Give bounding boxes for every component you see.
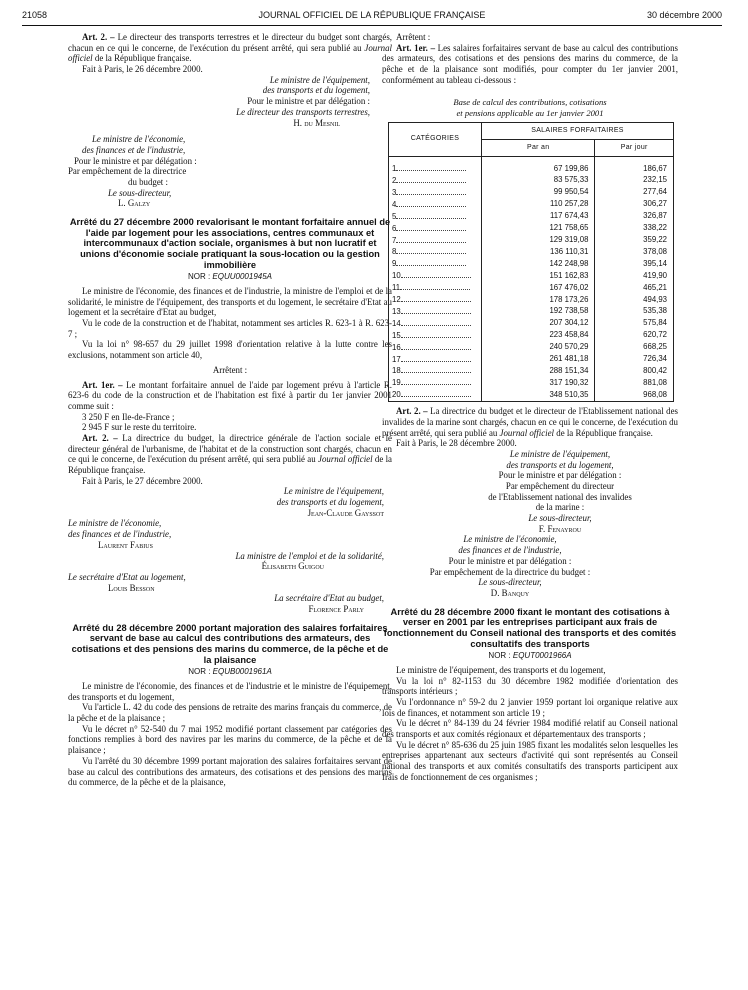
- signature-line: des transports et du logement,: [506, 459, 614, 470]
- decree-title: Arrêté du 28 décembre 2000 portant majoration des salaires forfaitaires servant de base au calcul des contributions des armateurs, des cotisations et des pensions des marins du commerce, de la pêche et de la plaisance: [71, 622, 389, 665]
- arretent-heading: Arrêtent :: [396, 32, 431, 42]
- article-label: Art. 1er. –: [396, 42, 436, 53]
- nor-code: EQUB0001961A: [212, 667, 272, 677]
- leader-dots: [396, 187, 466, 195]
- daily-salary-cell: 465,21: [595, 282, 674, 294]
- signing-place-date: Fait à Paris, le 28 décembre 2000.: [396, 438, 517, 449]
- category-number: 7: [392, 235, 397, 245]
- signature-line: Par empêchement du directeur: [505, 481, 615, 491]
- category-cell: [389, 365, 482, 377]
- article-paragraph: [68, 433, 392, 476]
- annual-salary-cell: 240 570,29: [482, 342, 595, 354]
- category-cell: [389, 175, 482, 187]
- article-text: Le montant forfaitaire annuel de l'aide par logement prévu à l'article R. 623-6 du code de la construction et de l'habitation est fixé à partir du 1er janvier 2001 comme suit :: [68, 379, 392, 411]
- leader-dots: [396, 258, 466, 266]
- leader-dots: [396, 235, 466, 243]
- header-rule: [22, 25, 722, 26]
- signatory-name: Jean-Claude Gayssot: [307, 507, 384, 518]
- table-row: [389, 306, 674, 318]
- article-label: Art. 2. –: [82, 32, 115, 42]
- daily-salary-cell: 620,72: [595, 330, 674, 342]
- annual-salary-cell: 261 481,18: [482, 354, 595, 366]
- category-number: 10: [392, 271, 401, 281]
- leader-dots: [401, 318, 471, 326]
- signing-place-date: Fait à Paris, le 27 décembre 2000.: [82, 475, 203, 486]
- signature-line: des finances et de l'industrie,: [82, 144, 186, 155]
- annual-salary-cell: 121 758,65: [482, 223, 595, 235]
- table-row: [389, 199, 674, 211]
- category-number: 20: [392, 390, 401, 400]
- annual-salary-cell: 207 304,12: [482, 318, 595, 330]
- column-header-par-jour: Par jour: [595, 140, 674, 157]
- annual-salary-cell: 67 199,86: [482, 157, 595, 175]
- signature-line: Par empêchement de la directrice: [68, 166, 187, 177]
- category-cell: [389, 157, 482, 175]
- nor-reference: [382, 651, 678, 661]
- table-row: [389, 330, 674, 342]
- preamble-paragraph: Le ministre de l'équipement, des transports et du logement,: [396, 664, 606, 675]
- signatory-name: D. Banquy: [490, 587, 530, 598]
- category-cell: [389, 258, 482, 270]
- decree-title: Arrêté du 28 décembre 2000 fixant le montant des cotisations à verser en 2001 par les entreprises participant aux frais de fonctionnement du Conseil national des transports et des comités consultatifs des transports: [383, 606, 677, 649]
- category-number: 5: [392, 211, 397, 221]
- category-cell: [389, 246, 482, 258]
- leader-dots: [401, 270, 471, 278]
- article-paragraph: [382, 43, 678, 86]
- table-row: [389, 246, 674, 258]
- preamble-paragraph: Vu l'article L. 42 du code des pensions de retraite des marins français du commerce, de la pêche et de la plaisance ;: [68, 702, 392, 724]
- signature-line: de la marine :: [535, 502, 585, 513]
- category-number: 15: [392, 330, 401, 340]
- amount-line: 3 250 F en Ile-de-France ;: [82, 411, 175, 422]
- preamble-paragraph: Vu le décret n° 84-139 du 24 février 1984 modifié relatif au Conseil national des transports et aux comités régionaux et départementaux des transports ;: [382, 718, 678, 740]
- preamble-paragraph: Le ministre de l'économie, des finances et de l'industrie, la ministre de l'emploi et de la solidarité, le ministre de l'équipement, des transports et du logement, le secrétaire d'Etat au logement et la secrétaire d'Etat au budget,: [68, 286, 392, 318]
- table-row: [389, 187, 674, 199]
- daily-salary-cell: 968,08: [595, 389, 674, 401]
- annual-salary-cell: 151 162,83: [482, 270, 595, 282]
- preamble-paragraph: Vu le code de la construction et de l'habitat, notamment ses articles R. 623-1 à R. 623-7 ;: [68, 318, 392, 339]
- annual-salary-cell: 178 173,26: [482, 294, 595, 306]
- table-row: [389, 157, 674, 175]
- annual-salary-cell: 142 248,98: [482, 258, 595, 270]
- article-text-end: de la République française.: [68, 454, 392, 476]
- journal-ref: Journal officiel: [318, 454, 373, 465]
- category-cell: [389, 389, 482, 401]
- daily-salary-cell: 881,08: [595, 377, 674, 389]
- category-cell: [389, 270, 482, 282]
- category-number: 18: [392, 366, 401, 376]
- daily-salary-cell: 326,87: [595, 211, 674, 223]
- leader-dots: [401, 294, 471, 302]
- annual-salary-cell: 99 950,54: [482, 187, 595, 199]
- annual-salary-cell: 317 190,32: [482, 377, 595, 389]
- daily-salary-cell: 395,14: [595, 258, 674, 270]
- category-cell: [389, 282, 482, 294]
- amount-line: 2 945 F sur le reste du territoire.: [82, 422, 197, 433]
- left-column: [68, 32, 392, 788]
- table-row: [389, 270, 674, 282]
- daily-salary-cell: 338,22: [595, 223, 674, 235]
- table-row: [389, 294, 674, 306]
- signatory-name: L. Galzy: [118, 198, 151, 209]
- signature-block: [68, 75, 370, 128]
- signature-line: Le sous-directeur,: [528, 513, 592, 524]
- daily-salary-cell: 277,64: [595, 187, 674, 199]
- category-number: 9: [392, 259, 397, 269]
- nor-reference: [68, 272, 392, 282]
- signature-line: Le sous-directeur,: [478, 577, 542, 588]
- daily-salary-cell: 535,38: [595, 306, 674, 318]
- arretent-heading: Arrêtent :: [212, 364, 248, 375]
- category-number: 11: [392, 283, 401, 293]
- signature-line: Le ministre de l'équipement,: [509, 448, 611, 459]
- daily-salary-cell: 494,93: [595, 294, 674, 306]
- article-paragraph: [68, 380, 392, 412]
- annual-salary-cell: 110 257,28: [482, 199, 595, 211]
- category-number: 6: [392, 223, 397, 233]
- journal-title: JOURNAL OFFICIEL DE LA RÉPUBLIQUE FRANÇAISE: [258, 10, 486, 20]
- signature-block: [382, 534, 638, 598]
- annual-salary-cell: 223 458,84: [482, 330, 595, 342]
- signatory-name: F. Fenayrou: [538, 523, 582, 534]
- category-cell: [389, 342, 482, 354]
- leader-dots: [400, 282, 470, 290]
- table-row: [389, 235, 674, 247]
- page-header: [22, 10, 722, 24]
- nor-label: NOR :: [187, 272, 213, 282]
- right-column: [382, 32, 678, 782]
- table-caption: [382, 97, 678, 118]
- signature-block: [68, 593, 384, 614]
- annual-salary-cell: 136 110,31: [482, 246, 595, 258]
- signature-line: Le ministre de l'économie,: [92, 134, 186, 145]
- leader-dots: [401, 354, 471, 362]
- signature-line: La secrétaire d'Etat au budget,: [274, 593, 384, 604]
- table-row: [389, 211, 674, 223]
- table-row: [389, 365, 674, 377]
- decree-title: Arrêté du 27 décembre 2000 revalorisant le montant forfaitaire annuel de l'aide par logement pour les associations, centres communaux et intercommunaux d'action sociale, organismes à but non lucratif et unions d'économie sociale pratiquant la sous-location ou la gestion immobilière: [69, 217, 391, 270]
- salary-table: [388, 122, 674, 402]
- signature-line: La ministre de l'emploi et de la solidarité,: [235, 550, 384, 561]
- signature-line: Le sous-directeur,: [108, 187, 172, 198]
- category-cell: [389, 306, 482, 318]
- article-text: La directrice du budget et le directeur de l'Etablissement national des invalides de la marine sont chargés, chacun en ce qui le concerne, de l'exécution du présent arrêté, qui sera publié au: [382, 406, 678, 438]
- signature-line: des finances et de l'industrie,: [68, 529, 172, 540]
- signature-line: Pour le ministre et par délégation :: [74, 155, 197, 166]
- category-number: 19: [392, 378, 401, 388]
- leader-dots: [396, 163, 466, 171]
- article-paragraph: [68, 32, 392, 64]
- signature-line: Par empêchement de la directrice du budget :: [429, 566, 591, 577]
- category-cell: [389, 235, 482, 247]
- nor-code: EQUT0001966A: [512, 651, 572, 661]
- preamble-paragraph: Vu la loi n° 82-1153 du 30 décembre 1982 modifiée d'orientation des transports intérieurs ;: [382, 675, 678, 697]
- preamble-paragraph: Vu le décret n° 85-636 du 25 juin 1985 fixant les modalités selon lesquelles les entreprises appartenant aux secteurs d'activité qui sont représentés au Conseil national des transports et aux comités consultatifs des transports participent aux frais de fonctionnement de ces organismes ;: [382, 739, 678, 782]
- annual-salary-cell: 83 575,33: [482, 175, 595, 187]
- category-cell: [389, 199, 482, 211]
- table-row: [389, 377, 674, 389]
- signature-line: de l'Etablissement national des invalides: [488, 491, 632, 502]
- daily-salary-cell: 359,22: [595, 235, 674, 247]
- category-cell: [389, 223, 482, 235]
- table-row: [389, 342, 674, 354]
- daily-salary-cell: 419,90: [595, 270, 674, 282]
- category-cell: [389, 187, 482, 199]
- nor-label: NOR :: [488, 651, 513, 661]
- annual-salary-cell: 192 738,58: [482, 306, 595, 318]
- signature-line: Le ministre de l'équipement,: [269, 74, 370, 85]
- category-number: 1: [392, 164, 397, 174]
- category-number: 12: [392, 295, 401, 305]
- category-cell: [389, 318, 482, 330]
- article-text-end: de la République française.: [554, 427, 653, 438]
- category-number: 2: [392, 175, 397, 185]
- category-number: 17: [392, 354, 401, 364]
- leader-dots: [401, 365, 471, 373]
- signatory-name: Florence Parly: [308, 603, 364, 614]
- signature-line: des finances et de l'industrie,: [458, 545, 562, 556]
- daily-salary-cell: 575,84: [595, 318, 674, 330]
- signature-line: des transports et du logement,: [276, 497, 384, 508]
- leader-dots: [401, 330, 471, 338]
- signature-line: Le ministre de l'équipement,: [283, 486, 384, 497]
- table-row: [389, 175, 674, 187]
- leader-dots: [401, 306, 471, 314]
- signature-block: [68, 572, 392, 593]
- journal-ref: Journal officiel: [499, 427, 555, 438]
- category-cell: [389, 294, 482, 306]
- leader-dots: [396, 175, 466, 183]
- article-text-end: de la République française.: [92, 53, 192, 64]
- caption-line: Base de calcul des contributions, cotisations: [453, 97, 607, 108]
- leader-dots: [401, 342, 471, 350]
- signature-block: [68, 518, 392, 550]
- annual-salary-cell: 167 476,02: [482, 282, 595, 294]
- signing-place-date: Fait à Paris, le 26 décembre 2000.: [82, 64, 203, 75]
- daily-salary-cell: 306,27: [595, 199, 674, 211]
- nor-reference: [68, 667, 392, 677]
- table-row: [389, 354, 674, 366]
- signatory-name: Louis Besson: [108, 582, 155, 593]
- caption-line: et pensions applicable au 1er janvier 2001: [456, 107, 604, 118]
- column-header-par-an: Par an: [482, 140, 595, 157]
- leader-dots: [401, 377, 471, 385]
- preamble-paragraph: Vu l'arrêté du 30 décembre 1999 portant majoration des salaires forfaitaires servant de base au calcul des contributions des armateurs, des cotisations et des pensions des marins du commerce, de la pêche et de la plaisance,: [68, 755, 392, 788]
- signature-line: Le directeur des transports terrestres,: [236, 106, 370, 117]
- signatory-name: Élisabeth Guigou: [261, 561, 324, 572]
- signature-line: Le secrétaire d'Etat au logement,: [68, 571, 186, 582]
- preamble-paragraph: Vu l'ordonnance n° 59-2 du 2 janvier 1959 portant loi organique relative aux lois de finances, et notamment son article 19 ;: [382, 696, 678, 718]
- journal-ref: Journal officiel: [68, 42, 392, 64]
- column-header-salaires: SALAIRES FORFAITAIRES: [482, 123, 674, 140]
- signature-line: des transports et du logement,: [262, 85, 370, 96]
- article-label: Art. 2. –: [82, 432, 118, 443]
- annual-salary-cell: 117 674,43: [482, 211, 595, 223]
- category-number: 3: [392, 187, 397, 197]
- article-label: Art. 2. –: [396, 406, 428, 417]
- signature-line: Le ministre de l'économie,: [68, 518, 162, 529]
- column-header-categories: CATÉGORIES: [389, 123, 482, 157]
- signature-line: Pour le ministre et par délégation :: [498, 470, 622, 481]
- article-text: La directrice du budget, la directrice générale de l'action sociale et le directeur général de l'urbanisme, de l'habitat et de la construction sont chargés, chacun en ce qui le concerne, de l'exécution du présent arrêté, qui sera publié au: [68, 432, 392, 465]
- article-paragraph: [382, 406, 678, 438]
- signature-block: [68, 551, 384, 572]
- signature-block: [442, 449, 678, 535]
- category-cell: [389, 211, 482, 223]
- leader-dots: [396, 211, 466, 219]
- leader-dots: [396, 199, 466, 207]
- annual-salary-cell: 348 510,35: [482, 389, 595, 401]
- category-cell: [389, 377, 482, 389]
- leader-dots: [396, 246, 466, 254]
- leader-dots: [401, 389, 471, 397]
- daily-salary-cell: 668,25: [595, 342, 674, 354]
- signatory-name: Laurent Fabius: [98, 539, 153, 550]
- signatory-name: H. du Mesnil: [293, 117, 340, 128]
- table-row: [389, 223, 674, 235]
- signature-block: [68, 134, 238, 209]
- category-number: 16: [392, 342, 401, 352]
- table-row: [389, 389, 674, 401]
- annual-salary-cell: 129 319,08: [482, 235, 595, 247]
- preamble-paragraph: Vu le décret n° 52-540 du 7 mai 1952 modifié portant classement par catégories des fonctions remplies à bord des navires par les marins du commerce, de la pêche et de la plaisance ;: [68, 723, 392, 756]
- category-number: 4: [392, 199, 397, 209]
- article-text: Les salaires forfaitaires servant de base au calcul des contributions des armateurs, des cotisations et des pensions des marins du commerce, de la pêche et de la plaisance sont modifiés, pour compter du 1er janvier 2001, conformément au tableau ci-dessous :: [382, 42, 679, 85]
- signature-line: Pour le ministre et par délégation :: [247, 96, 370, 107]
- table-row: [389, 258, 674, 270]
- table-row: [389, 318, 674, 330]
- daily-salary-cell: 378,08: [595, 246, 674, 258]
- signature-line: Pour le ministre et par délégation :: [448, 555, 572, 566]
- signature-line: du budget :: [128, 176, 168, 187]
- category-number: 8: [392, 247, 397, 257]
- daily-salary-cell: 726,34: [595, 354, 674, 366]
- category-number: 13: [392, 306, 401, 316]
- signature-block: [68, 486, 384, 518]
- page-number: 21058: [22, 10, 48, 20]
- nor-code: EQUU0001945A: [212, 272, 273, 282]
- preamble-paragraph: Le ministre de l'économie, des finances et de l'industrie et le ministre de l'équipement, des transports et du logement,: [68, 681, 392, 702]
- issue-date: 30 décembre 2000: [646, 10, 722, 20]
- category-number: 14: [392, 318, 401, 328]
- daily-salary-cell: 186,67: [595, 157, 674, 175]
- preamble-paragraph: Vu la loi n° 98-657 du 29 juillet 1998 d'orientation relative à la lutte contre les exclusions, notamment son article 40,: [68, 339, 392, 361]
- daily-salary-cell: 232,15: [595, 175, 674, 187]
- signature-line: Le ministre de l'économie,: [463, 534, 557, 545]
- table-row: [389, 282, 674, 294]
- annual-salary-cell: 288 151,34: [482, 365, 595, 377]
- article-text: Le directeur des transports terrestres et le directeur du budget sont chargés, chacun en ce qui le concerne, de l'exécution du présent arrêté, qui sera publié au: [68, 32, 392, 53]
- category-cell: [389, 354, 482, 366]
- article-label: Art. 1er. –: [82, 379, 123, 390]
- category-cell: [389, 330, 482, 342]
- leader-dots: [396, 223, 466, 231]
- nor-label: NOR :: [188, 667, 213, 677]
- table-body: [389, 157, 674, 402]
- daily-salary-cell: 800,42: [595, 365, 674, 377]
